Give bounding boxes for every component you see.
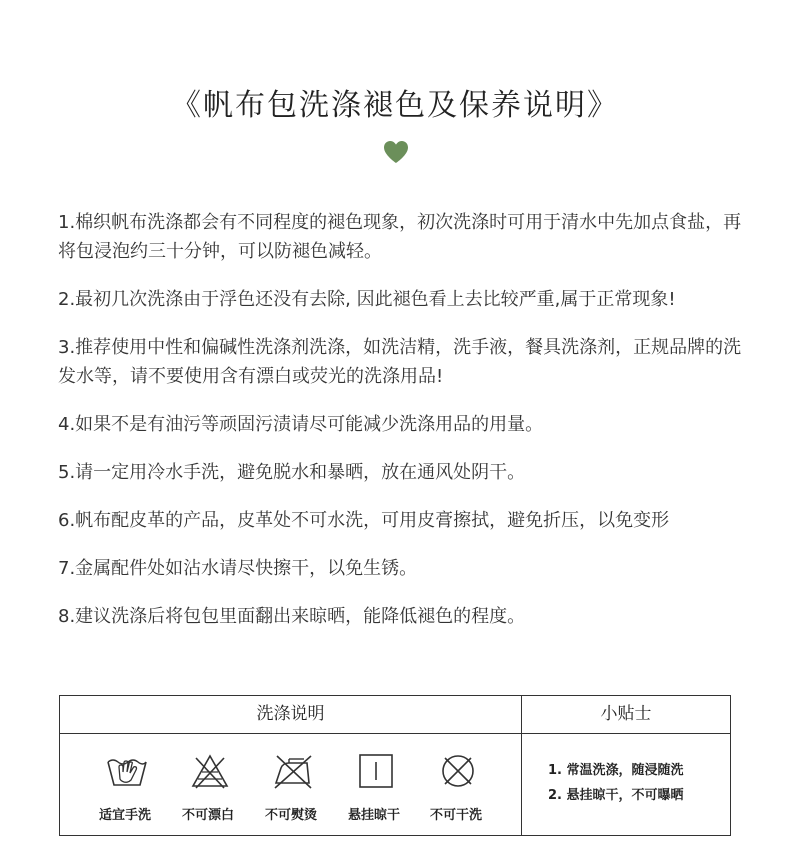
tip-item: 2. 悬挂晾干，不可曝晒: [548, 788, 684, 803]
no-bleach-icon: [188, 752, 232, 792]
hang-dry-icon: [354, 752, 398, 792]
care-symbol: [168, 734, 248, 835]
note-item: 1.棉织帆布洗涤都会有不同程度的褪色现象，初次洗涤时可用于清水中先加点食盐，再将包浸泡约三十分钟，可以防褪色减轻。: [58, 212, 742, 262]
care-symbol: [416, 734, 496, 835]
note-item: 6.帆布配皮革的产品，皮革处不可水洗，可用皮膏擦拭，避免折压，以免变形: [58, 510, 670, 531]
note-item: 3.推荐使用中性和偏碱性洗涤剂洗涤，如洗洁精，洗手液，餐具洗涤剂，正规品牌的洗发水等，请不要使用含有漂白或荧光的洗涤用品!: [58, 337, 742, 387]
symbol-label: 不可熨烫: [264, 808, 317, 823]
care-symbol: [251, 734, 331, 835]
no-dry-clean-icon: [436, 752, 480, 792]
no-iron-icon: [271, 752, 315, 792]
heart-icon: [383, 140, 409, 164]
tips-header: 小贴士: [600, 704, 652, 724]
symbol-label: 适宜手洗: [98, 808, 151, 823]
note-item: 2.最初几次洗涤由于浮色还没有去除, 因此褪色看上去比较严重,属于正常现象!: [58, 289, 676, 310]
care-symbols: [60, 734, 521, 835]
symbol-label: 不可漂白: [181, 808, 234, 823]
note-item: 8.建议洗涤后将包包里面翻出来晾晒，能降低褪色的程度。: [58, 606, 526, 627]
tips-list: [548, 758, 748, 808]
symbol-label: 不可干洗: [429, 808, 482, 823]
note-item: 7.金属配件处如沾水请尽快擦干，以免生锈。: [58, 558, 418, 579]
wash-instructions-header: 洗涤说明: [256, 704, 325, 724]
hand-wash-icon: [105, 752, 149, 792]
note-item: 5.请一定用冷水手洗，避免脱水和暴晒，放在通风处阴干。: [58, 462, 526, 483]
tip-item: 1. 常温洗涤，随浸随洗: [548, 763, 684, 778]
page-title: 《帆布包洗涤褪色及保养说明》: [171, 88, 619, 123]
symbol-label: 悬挂晾干: [347, 808, 400, 823]
care-notes: [58, 208, 748, 650]
care-symbol: [85, 734, 165, 835]
note-item: 4.如果不是有油污等顽固污渍请尽可能减少洗涤用品的用量。: [58, 414, 544, 435]
care-table: [59, 695, 731, 836]
care-symbol: [334, 734, 414, 835]
